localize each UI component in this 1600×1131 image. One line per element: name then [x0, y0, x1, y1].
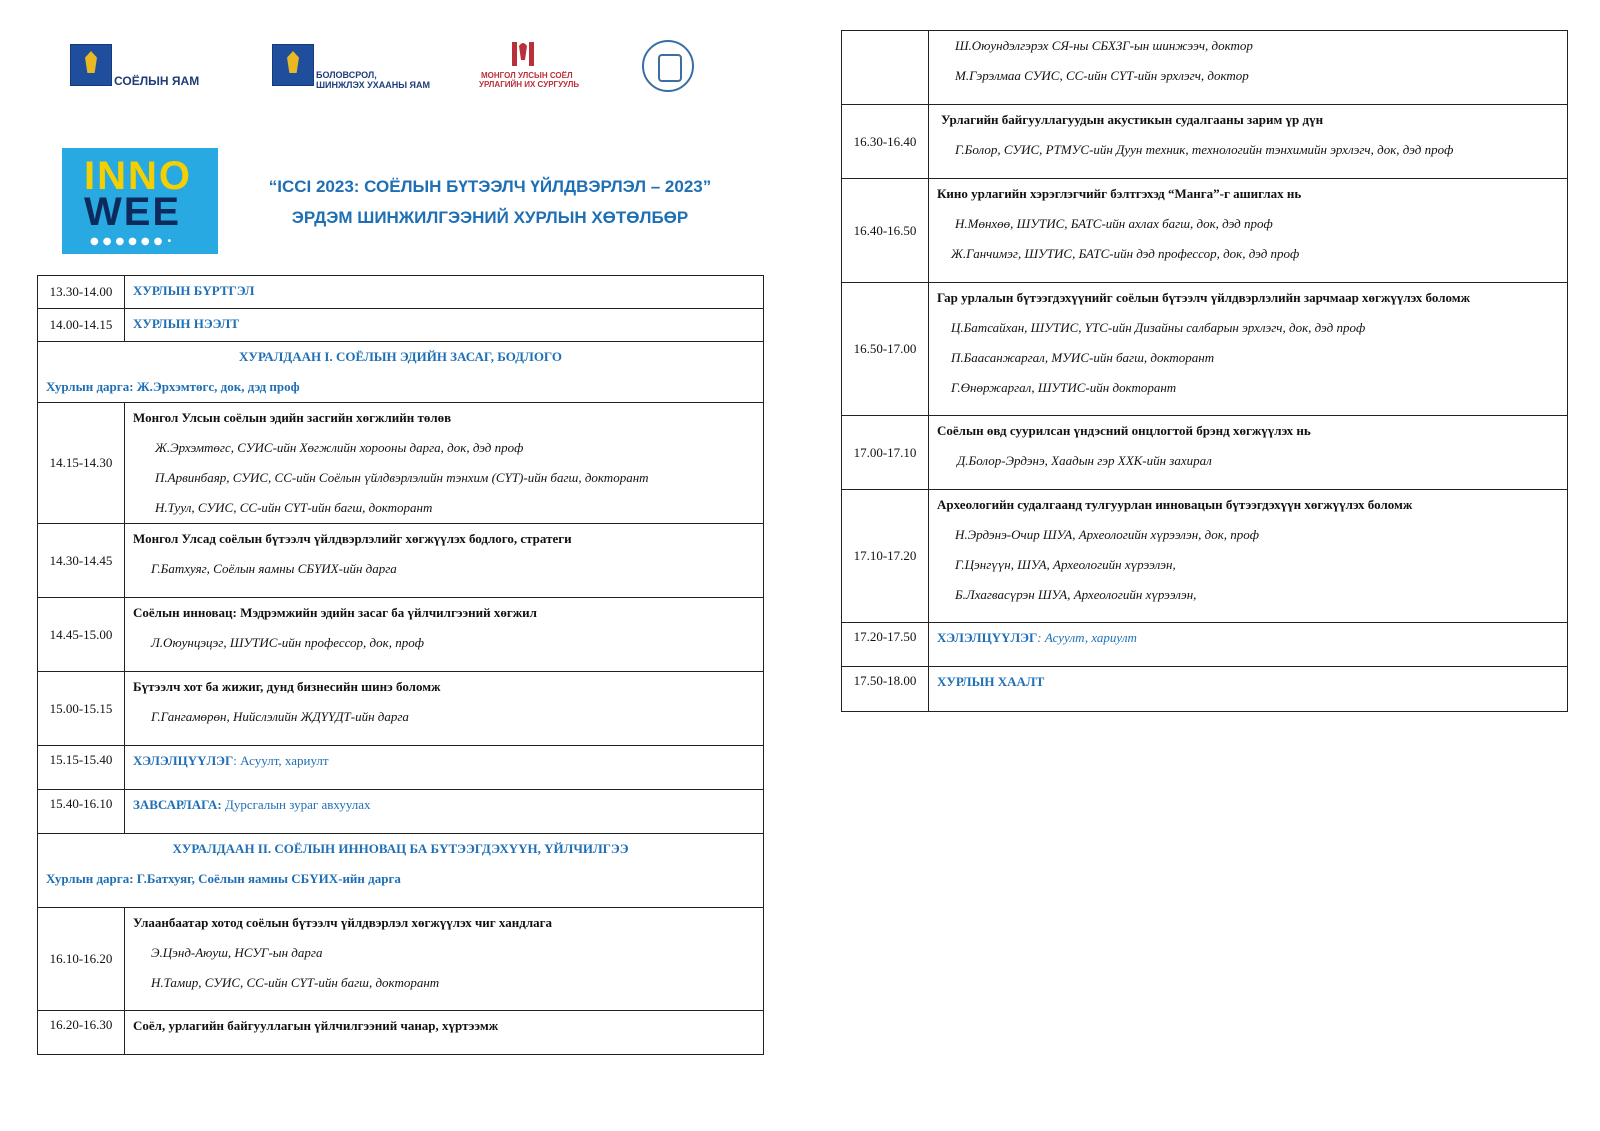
speaker: Г.Болор, СУИС, РТМУС-ийн Дуун техник, технологийн тэнхимийн эрхлэгч, док, дэд проф — [955, 142, 1454, 157]
table-row — [38, 1011, 764, 1055]
education-ministry-name-line2: ШИНЖЛЭХ УХААНЫ ЯАМ — [316, 80, 431, 90]
table-row — [38, 276, 764, 309]
speaker: Б.Лхагвасүрэн ШУА, Археологийн хүрээлэн, — [955, 587, 1197, 602]
speaker: Д.Болор-Эрдэнэ, Хаадын гэр ХХК-ийн захирал — [957, 453, 1212, 468]
discussion-detail: : Асуулт, хариулт — [233, 753, 329, 768]
time-cell: 17.50-18.00 — [842, 667, 929, 712]
table-row — [842, 623, 1568, 667]
talk-title: Археологийн судалгаанд тулгуурлан инновацын бүтээгдэхүүн хөгжүүлэх боломж — [937, 497, 1413, 512]
culture-ministry-emblem — [70, 44, 112, 86]
table-row — [38, 908, 764, 1011]
discussion-detail: : Асуулт, хариулт — [1037, 630, 1137, 645]
time-cell: 16.40-16.50 — [842, 179, 929, 283]
education-ministry-emblem — [272, 44, 314, 86]
culture-ministry-name: СОЁЛЫН ЯАМ — [114, 74, 200, 88]
time-cell: 17.20-17.50 — [842, 623, 929, 667]
session-title: ХУРАЛДААН I. СОЁЛЫН ЭДИЙН ЗАСАГ, БОДЛОГО — [239, 349, 562, 364]
time-cell: 16.30-16.40 — [842, 105, 929, 179]
speaker: Ж.Эрхэмтөгс, СУИС-ийн Хөгжлийн хорооны дарга, док, дэд проф — [155, 440, 524, 455]
speaker: Н.Мөнхөө, ШУТИС, БАТС-ийн ахлах багш, док, дэд проф — [955, 216, 1273, 231]
break-label: ЗАВСАРЛАГА: — [133, 797, 222, 812]
session-title: ХУРАЛДААН II. СОЁЛЫН ИННОВАЦ БА БҮТЭЭГДЭХҮҮН, ҮЙЛЧИЛГЭЭ — [172, 841, 629, 856]
table-row — [38, 672, 764, 746]
speaker: Э.Цэнд-Аюуш, НСУГ-ын дарга — [151, 945, 323, 960]
msua-name-line1: МОНГОЛ УЛСЫН СОЁЛ — [481, 71, 573, 80]
time-cell: 14.30-14.45 — [38, 524, 125, 598]
page-title-line2: ЭРДЭМ ШИНЖИЛГЭЭНИЙ ХУРЛЫН ХӨТӨЛБӨР — [291, 208, 689, 227]
speaker: П.Арвинбаяр, СУИС, СС-ийн Соёлын үйлдвэрлэлийн тэнхим (СҮТ)-ийн багш, докторант — [155, 470, 649, 485]
time-cell: 13.30-14.00 — [38, 276, 125, 309]
time-cell: 14.15-14.30 — [38, 403, 125, 524]
session-header-row — [38, 342, 764, 403]
time-cell: 16.50-17.00 — [842, 283, 929, 416]
speaker: Г.Батхуяг, Соёлын яамны СБҮИХ-ийн дарга — [151, 561, 397, 576]
talk-title: Гар урлалын бүтээгдэхүүнийг соёлын бүтээлч үйлдвэрлэлийн зарчмаар хөгжүүлэх боломж — [937, 290, 1471, 305]
break-detail: Дурсгалын зураг авхуулах — [221, 797, 371, 812]
speaker: Г.Гангамөрөн, Нийслэлийн ЖДҮҮДТ-ийн дарга — [151, 709, 409, 724]
speaker: Н.Эрдэнэ-Очир ШУА, Археологийн хүрээлэн, док, проф — [955, 527, 1260, 542]
time-cell: 17.00-17.10 — [842, 416, 929, 490]
speaker: Л.Оюунцэцэг, ШУТИС-ийн профессор, док, проф — [151, 635, 424, 650]
talk-title: Монгол Улсын соёлын эдийн засгийн хөгжлийн төлөв — [133, 410, 452, 425]
page-title-line1: “ICCI 2023: СОЁЛЫН БҮТЭЭЛЧ ҮЙЛДВЭРЛЭЛ – 2023” — [268, 177, 712, 196]
msua-name-line2: УРЛАГИЙН ИХ СУРГУУЛЬ — [479, 80, 580, 89]
innowee-logo-bottom: WEE — [84, 190, 182, 234]
schedule-table-right — [841, 30, 1568, 712]
talk-title: Урлагийн байгууллагуудын акустикын судалгааны зарим үр дүн — [941, 112, 1324, 127]
association-seal-icon — [642, 40, 694, 92]
table-row — [842, 105, 1568, 179]
msua-emblem-icon — [510, 40, 536, 70]
talk-title: Соёлын өвд суурилсан үндэсний онцлогтой брэнд хөгжүүлэх нь — [937, 423, 1311, 438]
speaker: Ж.Ганчимэг, ШУТИС, БАТС-ийн дэд профессор, док, дэд проф — [951, 246, 1300, 261]
table-row — [38, 746, 764, 790]
time-cell — [842, 31, 929, 105]
time-cell: 14.45-15.00 — [38, 598, 125, 672]
schedule-table-left — [37, 275, 764, 1055]
innowee-logo-top: INNO — [84, 154, 192, 198]
time-cell: 15.15-15.40 — [38, 746, 125, 790]
table-row — [842, 283, 1568, 416]
speaker: П.Баасанжаргал, МУИС-ийн багш, докторант — [951, 350, 1215, 365]
registration-label: ХУРЛЫН БҮРТГЭЛ — [133, 283, 255, 298]
table-row — [842, 667, 1568, 712]
time-cell: 16.10-16.20 — [38, 908, 125, 1011]
session-chair: Хурлын дарга: Ж.Эрхэмтөгс, док, дэд проф — [46, 379, 300, 394]
time-cell: 15.40-16.10 — [38, 790, 125, 834]
time-cell: 16.20-16.30 — [38, 1011, 125, 1055]
table-row — [38, 403, 764, 524]
table-row — [38, 790, 764, 834]
discussion-label: ХЭЛЭЛЦҮҮЛЭГ — [133, 753, 234, 768]
speaker: М.Гэрэлмаа СУИС, СС-ийн СҮТ-ийн эрхлэгч, доктор — [955, 68, 1249, 83]
speaker: Н.Туул, СУИС, СС-ийн СҮТ-ийн багш, докторант — [155, 500, 433, 515]
table-row — [842, 179, 1568, 283]
innowee-logo — [62, 148, 218, 254]
innowee-logo-dots: ●●●●●●• — [90, 236, 177, 247]
table-row — [38, 524, 764, 598]
table-row — [842, 490, 1568, 623]
time-cell: 15.00-15.15 — [38, 672, 125, 746]
session-header-row — [38, 834, 764, 908]
time-cell: 14.00-14.15 — [38, 309, 125, 342]
talk-title: Улаанбаатар хотод соёлын бүтээлч үйлдвэрлэл хөгжүүлэх чиг хандлага — [133, 915, 553, 930]
session-chair: Хурлын дарга: Г.Батхуяг, Соёлын яамны СБҮИХ-ийн дарга — [46, 871, 401, 886]
speaker: Ш.Оюундэлгэрэх СЯ-ны СБХЗГ-ын шинжээч, доктор — [955, 38, 1253, 53]
table-row — [38, 309, 764, 342]
time-cell: 17.10-17.20 — [842, 490, 929, 623]
speaker: Г.Цэнгүүн, ШУА, Археологийн хүрээлэн, — [955, 557, 1176, 572]
opening-label: ХУРЛЫН НЭЭЛТ — [133, 316, 240, 331]
table-row — [842, 416, 1568, 490]
education-ministry-name-line1: БОЛОВСРОЛ, — [316, 70, 377, 80]
talk-title: Соёлын инновац: Мэдрэмжийн эдийн засаг ба үйлчилгээний хөгжил — [133, 605, 537, 620]
talk-title: Кино урлагийн хэрэглэгчийг бэлтгэхэд “Манга”-г ашиглах нь — [937, 186, 1302, 201]
talk-title: Соёл, урлагийн байгууллагын үйлчилгээний чанар, хүртээмж — [133, 1018, 499, 1033]
speaker: Ц.Батсайхан, ШУТИС, ҮТС-ийн Дизайны салбарын эрхлэгч, док, дэд проф — [951, 320, 1366, 335]
discussion-label: ХЭЛЭЛЦҮҮЛЭГ — [937, 630, 1038, 645]
talk-title: Бүтээлч хот ба жижиг, дунд бизнесийн шинэ боломж — [133, 679, 441, 694]
table-row — [38, 598, 764, 672]
table-row — [842, 31, 1568, 105]
talk-title: Монгол Улсад соёлын бүтээлч үйлдвэрлэлийг хөгжүүлэх бодлого, стратеги — [133, 531, 572, 546]
closing-label: ХУРЛЫН ХААЛТ — [937, 674, 1045, 689]
speaker: Г.Өнөржаргал, ШУТИС-ийн докторант — [951, 380, 1177, 395]
speaker: Н.Тамир, СУИС, СС-ийн СҮТ-ийн багш, докторант — [151, 975, 440, 990]
